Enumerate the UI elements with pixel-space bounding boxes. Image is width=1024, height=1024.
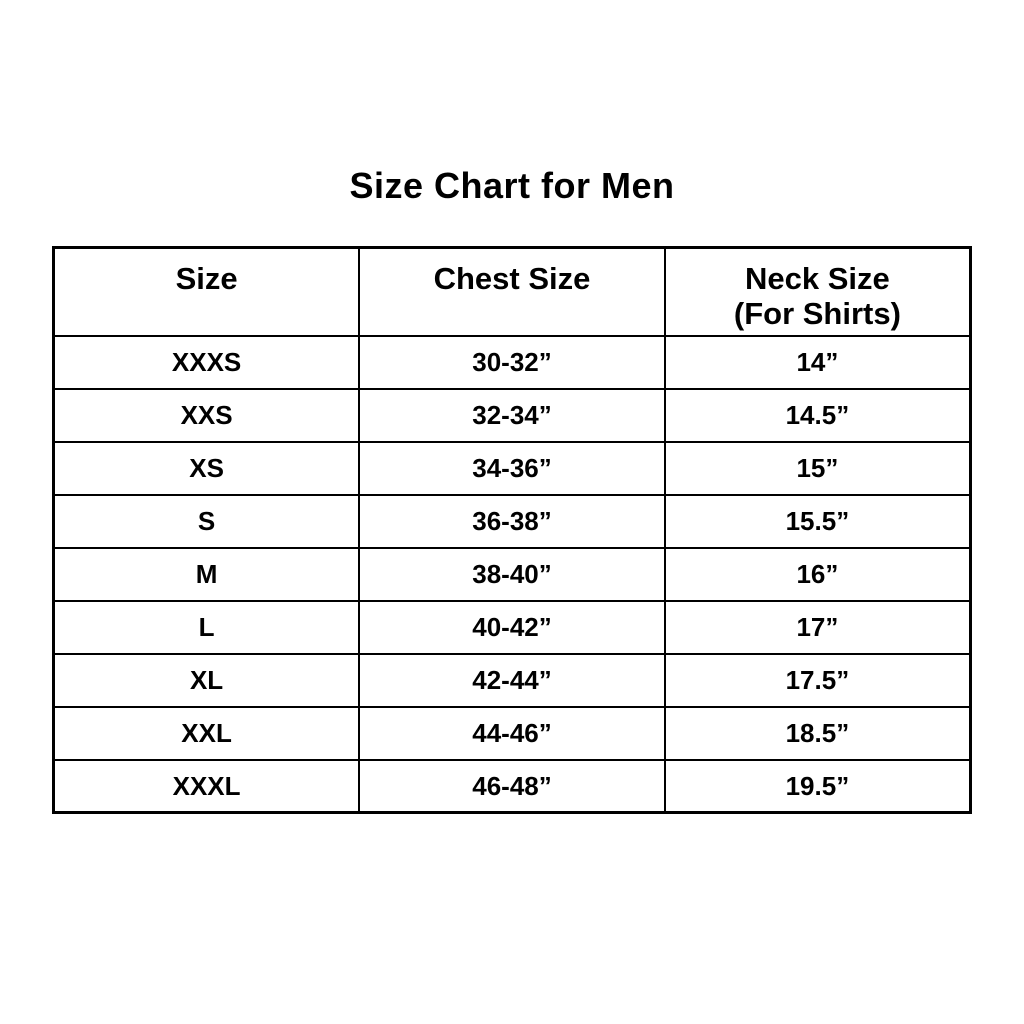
table-row [54, 389, 971, 442]
cell-neck: 15” [665, 442, 971, 495]
cell-neck: 16” [665, 548, 971, 601]
cell-chest: 30-32” [359, 336, 665, 389]
cell-size: S [54, 495, 360, 548]
cell-size: XXL [54, 707, 360, 760]
header-cell-size [54, 248, 360, 336]
cell-chest: 34-36” [359, 442, 665, 495]
table-row [54, 601, 971, 654]
cell-chest: 38-40” [359, 548, 665, 601]
cell-chest: 40-42” [359, 601, 665, 654]
table-row [54, 760, 971, 813]
cell-size: M [54, 548, 360, 601]
table-row [54, 495, 971, 548]
header-label-size: Size [175, 261, 238, 296]
cell-chest: 42-44” [359, 654, 665, 707]
cell-chest: 36-38” [359, 495, 665, 548]
cell-neck: 19.5” [665, 760, 971, 813]
table-row [54, 707, 971, 760]
cell-neck: 17” [665, 601, 971, 654]
cell-size: L [54, 601, 360, 654]
cell-size: XS [54, 442, 360, 495]
table-row [54, 442, 971, 495]
cell-neck: 15.5” [665, 495, 971, 548]
cell-neck: 18.5” [665, 707, 971, 760]
table-row [54, 548, 971, 601]
header-label-neck-size: Neck Size [745, 261, 890, 296]
header-sublabel-for-shirts: (For Shirts) [733, 296, 901, 331]
cell-size: XXXS [54, 336, 360, 389]
size-chart-table [52, 246, 972, 814]
table-header [54, 248, 971, 336]
header-cell-chest-size [359, 248, 665, 336]
header-label-chest-size: Chest Size [433, 261, 591, 296]
cell-chest: 44-46” [359, 707, 665, 760]
table-body [54, 336, 971, 813]
cell-chest: 46-48” [359, 760, 665, 813]
cell-size: XXS [54, 389, 360, 442]
cell-neck: 17.5” [665, 654, 971, 707]
table-row [54, 336, 971, 389]
page-title: Size Chart for Men [349, 165, 675, 206]
cell-size: XXXL [54, 760, 360, 813]
header-cell-neck-size [665, 248, 971, 336]
table-row [54, 654, 971, 707]
cell-neck: 14” [665, 336, 971, 389]
cell-chest: 32-34” [359, 389, 665, 442]
cell-neck: 14.5” [665, 389, 971, 442]
table-header-row [54, 248, 971, 336]
cell-size: XL [54, 654, 360, 707]
